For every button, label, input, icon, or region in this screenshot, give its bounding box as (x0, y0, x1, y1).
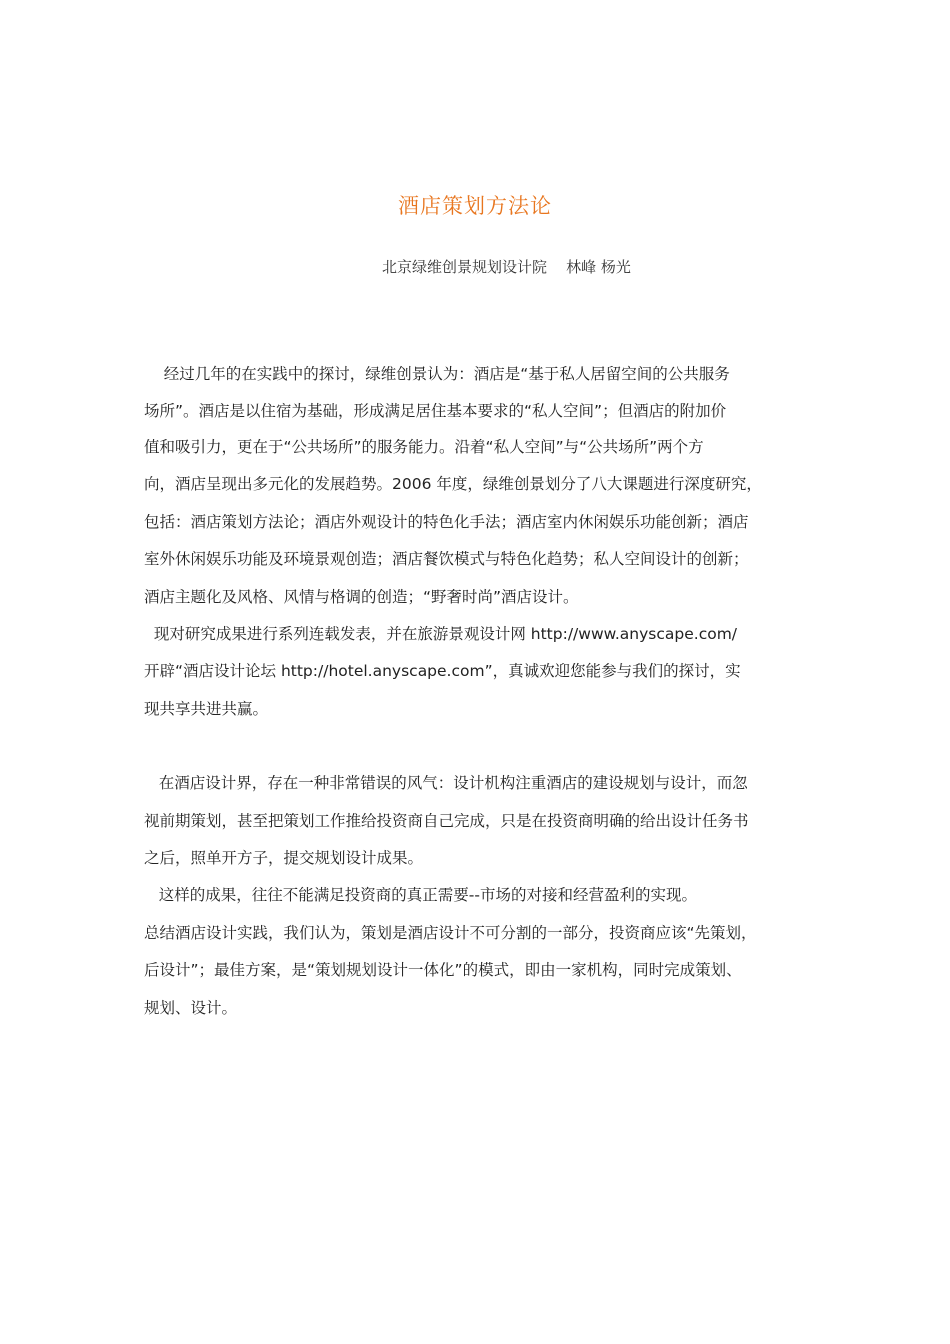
text-line: 视前期策划，甚至把策划工作推给投资商自己完成，只是在投资商明确的给出设计任务书 (144, 812, 749, 830)
text-line: 包括：酒店策划方法论；酒店外观设计的特色化手法；酒店室内休闲娱乐功能创新；酒店 (144, 513, 749, 531)
text-line: 值和吸引力，更在于“公共场所”的服务能力。沿着“私人空间”与“公共场所”两个方 (144, 438, 704, 456)
text-line: 现对研究成果进行系列连载发表，并在旅游景观设计网 http://www.anyscape.com/ (144, 625, 738, 643)
author-byline: 北京绿维创景规划设计院 林峰 杨光 (382, 258, 631, 276)
text-line: 场所”。酒店是以住宿为基础，形成满足居住基本要求的“私人空间”；但酒店的附加价 (144, 402, 727, 420)
text-line: 总结酒店设计实践，我们认为，策划是酒店设计不可分割的一部分，投资商应该“先策划， (144, 924, 757, 942)
text-line: 后设计”；最佳方案，是“策划规划设计一体化”的模式，即由一家机构，同时完成策划、 (144, 961, 742, 979)
text-line: 在酒店设计界，存在一种非常错误的风气：设计机构注重酒店的建设规划与设计，而忽 (144, 774, 748, 792)
text-line: 经过几年的在实践中的探讨，绿维创景认为：酒店是“基于私人居留空间的公共服务 (144, 365, 730, 383)
text-line: 现共享共进共赢。 (144, 700, 269, 718)
text-line: 开辟“酒店设计论坛 http://hotel.anyscape.com”，真诚欢迎您能参与我们的探讨，实 (144, 662, 741, 680)
text-line: 之后，照单开方子，提交规划设计成果。 (144, 849, 424, 867)
document-title: 酒店策划方法论 (398, 194, 552, 218)
text-line: 向，酒店呈现出多元化的发展趋势。2006 年度，绿维创景划分了八大课题进行深度研究， (144, 475, 762, 493)
text-line: 酒店主题化及风格、风情与格调的创造；“野奢时尚”酒店设计。 (144, 588, 579, 606)
text-line: 规划、设计。 (144, 999, 238, 1017)
text-line: 这样的成果，往往不能满足投资商的真正需要--市场的对接和经营盈利的实现。 (144, 886, 697, 904)
text-line: 室外休闲娱乐功能及环境景观创造；酒店餐饮模式与特色化趋势；私人空间设计的创新； (144, 550, 749, 568)
